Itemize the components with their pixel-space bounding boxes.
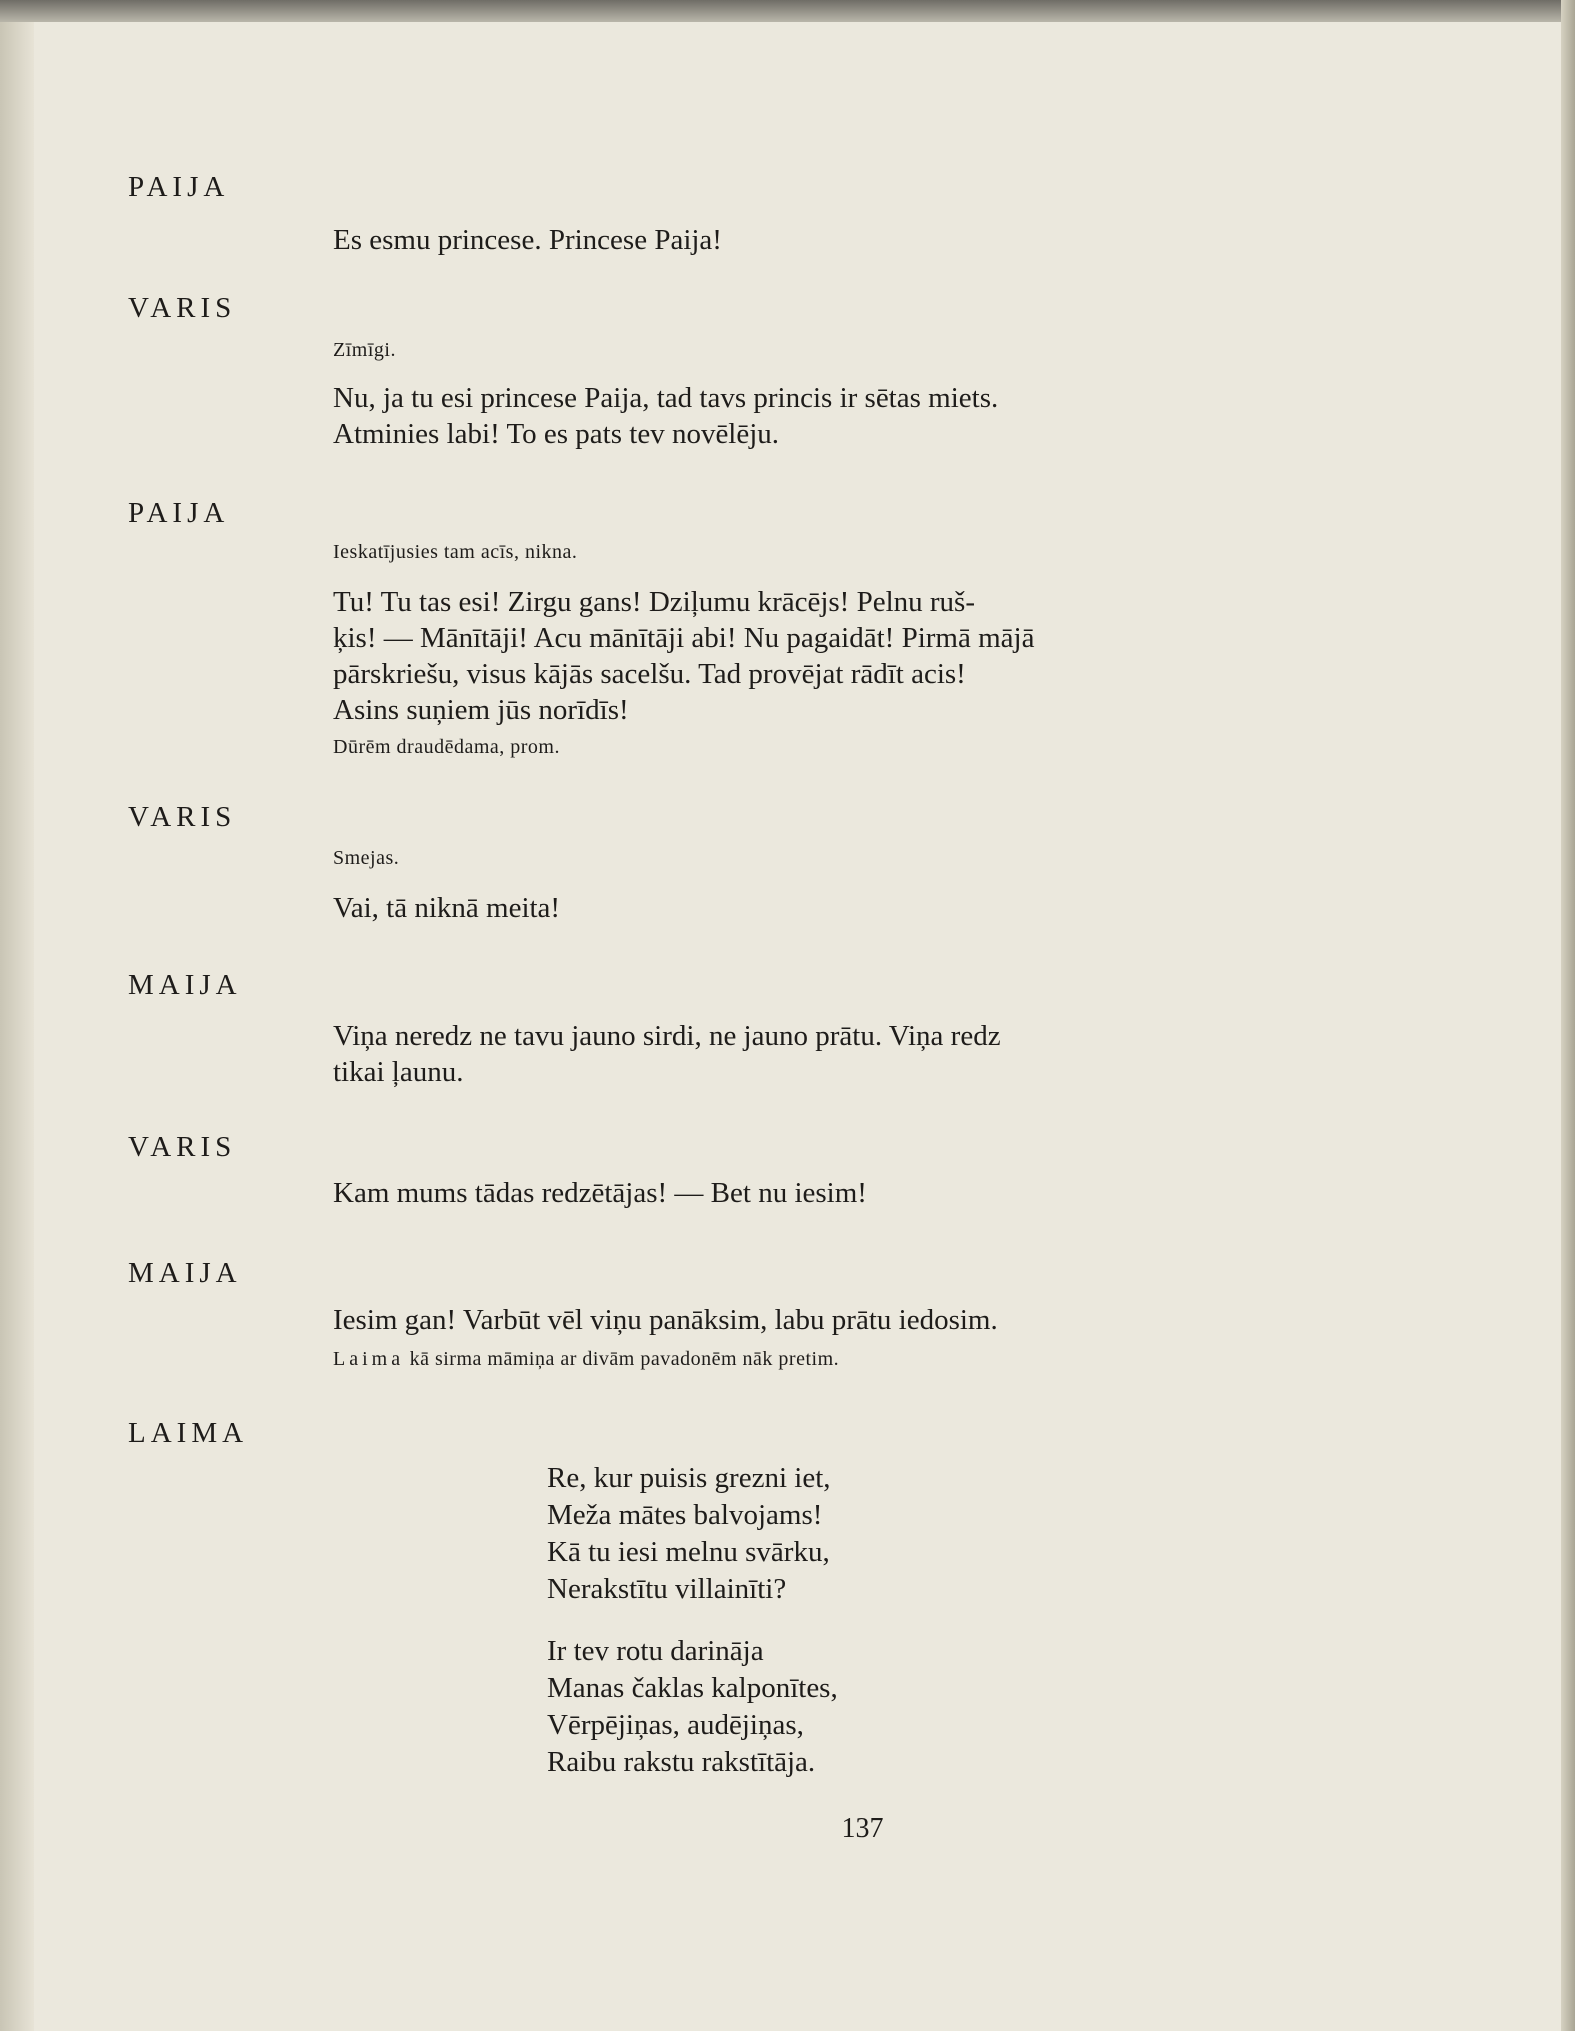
- verse-stanza-2: [547, 1633, 838, 1781]
- speaker-varis: VARIS: [128, 801, 237, 833]
- speech-line: Nu, ja tu esi princese Paija, tad tavs princis ir sētas miets.: [333, 382, 999, 414]
- speech-line: Vai, tā niknā meita!: [333, 892, 561, 924]
- speech-varis-1: [333, 380, 1335, 452]
- speech-line: Atminies labi! To es pats tev novēlēju.: [333, 418, 780, 450]
- verse-line: Nerakstītu villainīti?: [547, 1573, 787, 1605]
- stage-direction: Dūrēm draudēdama, prom.: [333, 736, 560, 758]
- verse-line: Raibu rakstu rakstītāja.: [547, 1746, 816, 1778]
- stage-direction: Zīmīgi.: [333, 339, 396, 361]
- speaker-paija: PAIJA: [128, 497, 230, 529]
- speaker-varis: VARIS: [128, 292, 237, 324]
- speech-line: Es esmu princese. Princese Paija!: [333, 224, 722, 256]
- speech-line: pārskriešu, visus kājās sacelšu. Tad provējat rādīt acis!: [333, 658, 966, 690]
- speech-varis-3: [333, 1175, 1335, 1211]
- verse-stanza-1: [547, 1460, 831, 1608]
- speech-maija-2: [333, 1302, 1335, 1338]
- speaker-maija: MAIJA: [128, 1257, 242, 1289]
- speech-line: Iesim gan! Varbūt vēl viņu panāksim, labu prātu iedosim.: [333, 1304, 998, 1336]
- speech-paija-2: [333, 584, 1335, 728]
- page-number: 137: [841, 1813, 884, 1844]
- stage-direction: Smejas.: [333, 847, 400, 869]
- character-name: Laima: [333, 1348, 405, 1370]
- stage-direction-text: kā sirma māmiņa ar divām pavadonēm nāk pretim.: [409, 1348, 840, 1370]
- verse-line: Meža mātes balvojams!: [547, 1499, 823, 1531]
- speech-line: ķis! — Mānītāji! Acu mānītāji abi! Nu pagaidāt! Pirmā mājā: [333, 622, 1035, 654]
- speech-line: Tu! Tu tas esi! Zirgu gans! Dziļumu krācējs! Pelnu ruš-: [333, 586, 975, 618]
- speaker-laima: LAIMA: [128, 1417, 249, 1449]
- speech-line: Asins suņiem jūs norīdīs!: [333, 694, 629, 726]
- speech-varis-2: [333, 890, 1335, 926]
- speech-line: Viņa neredz ne tavu jauno sirdi, ne jauno prātu. Viņa redz: [333, 1020, 1001, 1052]
- verse-line: Kā tu iesi melnu svārku,: [547, 1536, 830, 1568]
- speech-line: Kam mums tādas redzētājas! — Bet nu iesim!: [333, 1177, 867, 1209]
- verse-line: Vērpējiņas, audējiņas,: [547, 1709, 804, 1741]
- verse-line: Ir tev rotu darināja: [547, 1635, 764, 1667]
- stage-direction: [333, 1347, 839, 1371]
- speech-line: tikai ļaunu.: [333, 1056, 464, 1088]
- speech-paija-1: [333, 222, 1335, 258]
- speech-maija-1: [333, 1018, 1335, 1090]
- page-right-edge: [1561, 0, 1575, 2031]
- speaker-maija: MAIJA: [128, 969, 242, 1001]
- page-gutter-shadow: [0, 0, 34, 2031]
- page-top-edge: [0, 0, 1575, 22]
- stage-direction: Ieskatījusies tam acīs, nikna.: [333, 541, 578, 563]
- verse-line: Re, kur puisis grezni iet,: [547, 1462, 831, 1494]
- speaker-varis: VARIS: [128, 1131, 237, 1163]
- verse-line: Manas čaklas kalponītes,: [547, 1672, 838, 1704]
- speaker-paija: PAIJA: [128, 171, 230, 203]
